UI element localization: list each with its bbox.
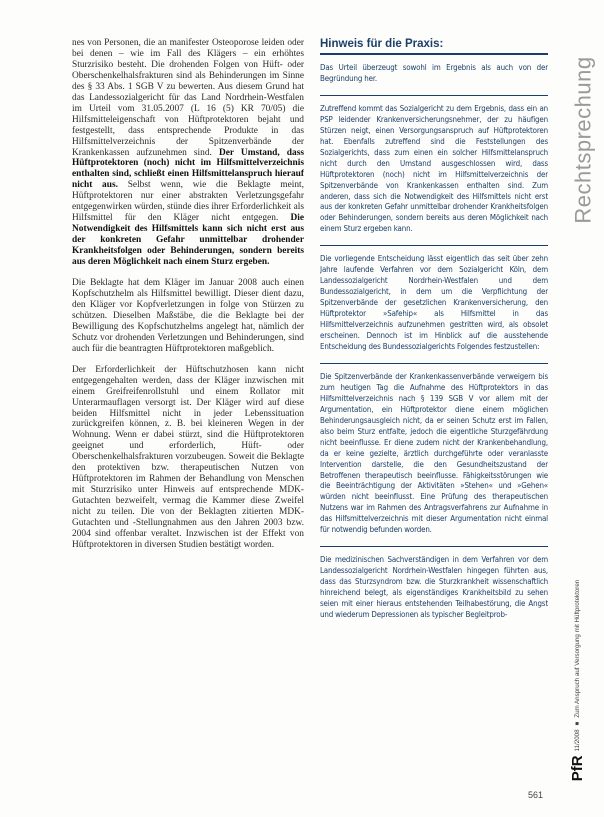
- section-title-text: Rechtsprechung: [571, 56, 596, 224]
- note-paragraph: Zutreffend kommt das Sozialgericht zu dem Ergebnis, dass ein an PSP leidender Krankenversicherungsnehmer, der zu häufigen Stürzen neigt, einen Versorgungsanspruch auf Hüftprotektoren hat. Ebenfalls zutreffend sind die Feststellungen des Sozialgerichts, dass zum einen ein solcher Hilfsmittelanspruch nicht durch den Umstand ausgeschlossen wird, dass Hüftprotektoren (noch) nicht im Hilfsmittelverzeichnis der Spitzenverbände von Krankenkassen enthalten sind. Zum anderen, dass sich die Notwendigkeit des Hilfsmittels nicht erst aus der konkreten Gefahr unmittelbar drohender Krankheitsfolgen oder Behinderungen, sondern bereits aus deren Möglichkeit nach einem Sturz ergeben kann.: [320, 103, 548, 234]
- body-text: nes von Personen, die an manifester Osteoporose leiden oder bei denen – wie im Fall des Klägers – ein erhöhtes Sturzrisiko besteht. Die drohenden Folgen von Hüft- oder Oberschenkelhalsfrakturen sind als Behinderungen im Sinne des § 33 Abs. 1 SGB V zu bewerten. Aus diesem Grund hat das Landessozialgericht für das Land Nordrhein-Westfalen im Urteil vom 31.05.2007 (L 16 (5) KR 70/05) die Hilfsmitteleigenschaft von Hüftprotektoren bejaht und festgestellt, dass entsprechende Produkte in das Hilfsmittelverzeichnis der Spitzenverbände der Krankenkassen aufzunehmen sind.: [72, 38, 304, 158]
- section-divider: [320, 363, 548, 364]
- section-side-title: [571, 30, 597, 250]
- emphasized-text: Der Umstand, dass Hüftprotektoren (noch) nicht im Hilfsmittelverzeichnis enthalten sind, schließt einen Hilfsmittelanspruch hierauf nicht aus.: [72, 147, 304, 191]
- issue-number: 11/2008: [574, 728, 582, 751]
- note-paragraph: Die medizinischen Sachverständigen in dem Verfahren vor dem Landessozialgericht Nordrhein-Westfalen hingegen führten aus, dass das Sturzsyndrom bzw. die Sturzkrankheit wissenschaftlich hinreichend belegt, als eigenständiges Krankheitsbild zu sehen seien mit einer hieraus entstehenden Teilhabestörung, die Angst und wiederum Depressionen als typischer Begleitprob-: [320, 555, 548, 619]
- bullet-separator: ■: [574, 721, 582, 725]
- paragraph: Die Beklagte hat dem Kläger im Januar 2008 auch einen Kopfschutzhelm als Hilfsmittel bewilligt. Dieser dient dazu, den Kläger vor Kopfverletzungen in folge von Stürzen zu schützen. Dieselben Maßstäbe, die die Beklagte bei der Bewilligung des Kopfschutzhelms angelegt hat, nämlich der Schutz vor drohenden Verletzungen und Behinderungen, sind auch für die beantragten Hüftprotektoren maßgeblich.: [72, 278, 304, 354]
- article-topic: Zum Anspruch auf Versorgung mit Hüftprotektoren: [574, 579, 582, 718]
- note-paragraph: Die Spitzenverbände der Krankenkassenverbände verweigern bis zum heutigen Tag die Aufnahme des Hüftprotektors in das Hilfsmittelverzeichnis nach § 139 SGB V vor allem mit der Argumentation, ein Hüftprotektor diene einem möglichen Behinderungsausgleich nicht, da er seinen Schutz erst im Fallen, also beim Sturz entfalte, jedoch die eigentliche Sturzgefährdung nicht beeinflusse. Er diene zudem nicht der Krankenbehandlung, da er keine gezielte, ärztlich durchgeführte oder veranlasste Intervention darstelle, die den Gesundheitszustand der Betroffenen therapeutisch beeinflusse. Fähigkeitsstörungen wie die Beeinträchtigung der Aktivitäten »Stehen« und »Gehen« würden nicht beeinflusst. Eine Prüfung des therapeutischen Nutzens war im Rahmen des Antragsverfahrens zur Aufnahme in das Hilfsmittelverzeichnis mit dieser Argumentation nicht einmal für notwendig befunden worden.: [320, 371, 548, 535]
- practice-note-heading: Hinweis für die Praxis:: [320, 38, 444, 50]
- section-divider: [320, 95, 548, 96]
- heading-divider: [320, 53, 548, 55]
- emphasized-text: Die Notwendigkeit des Hilfsmittels kann sich nicht erst aus der konkreten Gefahr unmittelbar drohender Krankheitsfolgen oder Behinderungen, sondern bereits aus deren Möglichkeit nach einem Sturz ergeben.: [72, 213, 304, 268]
- section-divider: [320, 245, 548, 246]
- paragraph: [72, 38, 304, 268]
- section-divider: [320, 546, 548, 547]
- page-number: 561: [528, 790, 544, 800]
- left-text-column: [72, 38, 304, 808]
- journal-logo: PfR: [569, 754, 587, 781]
- journal-footer: [568, 555, 588, 805]
- note-paragraph: Das Urteil überzeugt sowohl im Ergebnis als auch von der Begründung her.: [320, 63, 548, 83]
- paragraph: Der Erforderlichkeit der Hüftschutzhosen kann nicht entgegengehalten werden, dass der Kläger inzwischen mit einem Greifreifenrollstuhl und einem Rollator mit Unterarmauflagen versorgt ist. Der Kläger wird auf diese beiden Hilfsmittel nicht in jeder Lebenssituation zurückgreifen können, z. B. bei kleineren Wegen in der Wohnung. Wenn er dabei stürzt, sind die Hüftprotektoren geeignet und erforderlich, Hüft- oder Oberschenkelhalsfrakturen vorzubeugen. Soweit die Beklagte den protektiven bzw. therapeutischen Nutzen von Hüftprotektoren im Rahmen der Behandlung von Menschen mit Sturzrisiko unter Hinweis auf entsprechende MDK-Gutachten bezweifelt, vermag die Kammer diese Zweifel nicht zu teilen. Die von der Beklagten zitierten MDK-Gutachten und -Stellungnahmen aus den Jahren 2003 bzw. 2004 sind offenbar veraltet. Inzwischen ist der Effekt von Hüftprotektoren in diversen Studien bestätigt worden.: [72, 364, 304, 550]
- body-text: Selbst wenn, wie die Beklagte meint, Hüftprotektoren nur einer abstrakten Verletzungsgefahr entgegenwirken würden, stünde dies ihrer Erforderlichkeit als Hilfsmittel für den Kläger nicht entgegen.: [72, 180, 304, 224]
- note-paragraph: Die vorliegende Entscheidung lässt eigentlich das seit über zehn Jahre laufende Verfahren vor dem Sozialgericht Köln, dem Landessozialgericht Nordrhein-Westfalen und dem Bundessozialgericht, in dem um die Verpflichtung der Spitzenverbände der gesetzlichen Krankenversicherung, den Hüftprotektor »Safehip« als Hilfsmittel in das Hilfsmittelverzeichnis aufzunehmen gestritten wird, als obsolet erscheinen. Dennoch ist im Hinblick auf die ausstehende Entscheidung des Bundessozialgerichts Folgendes festzustellen:: [320, 254, 548, 351]
- practice-note-column: [320, 38, 548, 808]
